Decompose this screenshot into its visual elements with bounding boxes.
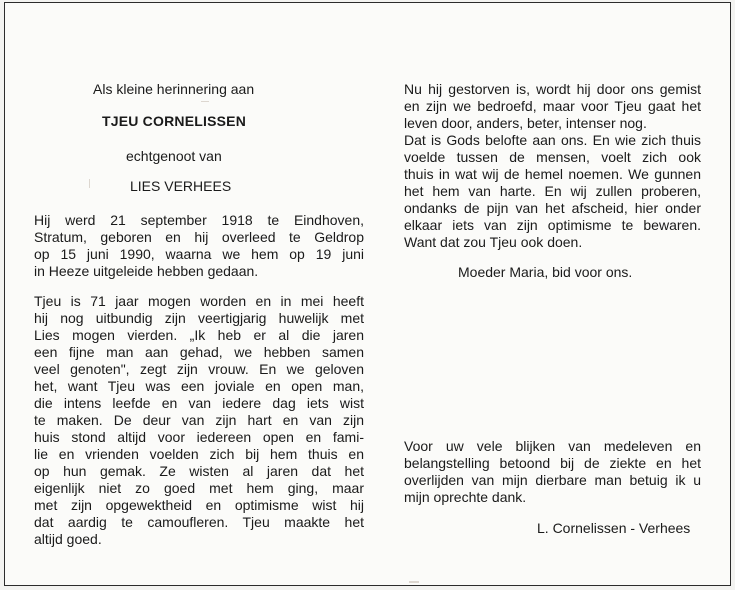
- paragraph-line: Lies mogen vierden. „Ik heb er al die jaren: [34, 327, 364, 343]
- signature: L. Cornelissen - Verhees: [537, 520, 691, 536]
- relation-text: echtgenoot van: [126, 148, 222, 164]
- paragraph-line: Hij werd 21 september 1918 te Eindhoven,: [34, 212, 364, 228]
- paragraph-line: Tjeu is 71 jaar mogen worden en in mei heeft: [34, 293, 364, 309]
- paper-speck: [201, 101, 209, 102]
- paragraph-line: veel genoten", zegt zijn vrouw. En we geloven: [34, 361, 364, 377]
- paragraph-line: met zijn opgewektheid en optimisme wist hij: [34, 497, 364, 513]
- paragraph-line: voelde tussen de mensen, voelt zich ook: [404, 149, 701, 165]
- paragraph-line: ondanks de pijn van het afscheid, hier onder: [404, 200, 701, 216]
- paragraph-line: altijd goed.: [34, 531, 102, 547]
- intro-text: Als kleine herinnering aan: [93, 81, 255, 97]
- memorial-card: [4, 2, 731, 586]
- paragraph-line: Stratum, geboren en hij overleed te Geldrop: [34, 229, 364, 245]
- paper-speck: [89, 179, 90, 188]
- paragraph-line: hij nog uitbundig zijn veertigjarig huwelijk met: [34, 310, 364, 326]
- paragraph-line: te maken. De deur van zijn hart en van zijn: [34, 412, 364, 428]
- paragraph-line: die intens leefde en van iedere dag iets wist: [34, 395, 364, 411]
- paragraph-line: Nu hij gestorven is, wordt hij door ons gemist: [404, 81, 701, 97]
- paragraph-line: Want dat zou Tjeu ook doen.: [404, 234, 583, 250]
- paragraph-line: op 15 juni 1990, waarna we hem op 19 juni: [34, 246, 364, 262]
- paragraph-line: overlijden van mijn dierbare man betuig ik u: [404, 472, 701, 488]
- paragraph-line: Dat is Gods belofte aan ons. En wie zich thuis: [404, 132, 701, 148]
- paragraph-line: elkaar iets van zijn optimisme te bewaren.: [404, 217, 701, 233]
- paper-speck: [409, 581, 419, 583]
- paragraph-line: huis stond altijd voor iedereen open en fami-: [34, 429, 364, 445]
- paragraph-line: Voor uw vele blijken van medeleven en: [404, 438, 701, 454]
- paragraph-line: leven door, anders, beter, intenser nog.: [404, 115, 647, 131]
- spouse-name: LIES VERHEES: [130, 178, 232, 194]
- paragraph-line: in Heeze uitgeleide hebben gedaan.: [34, 263, 259, 279]
- paragraph-line: eigenlijk niet zo goed met hem ging, maar: [34, 480, 364, 496]
- paragraph-line: lie en vrienden voelden zich bij hem thuis en: [34, 446, 364, 462]
- paragraph-line: en zijn we bedroefd, maar voor Tjeu gaat het: [404, 98, 701, 114]
- paragraph-line: het hem van harte. En wij zullen proberen,: [404, 183, 701, 199]
- paragraph-line: op hun gemak. Ze wisten al jaren dat het: [34, 463, 364, 479]
- deceased-name: TJEU CORNELISSEN: [102, 113, 246, 129]
- paragraph-line: het, want Tjeu was een joviale en open man,: [34, 378, 364, 394]
- paragraph-line: dat aardig te camoufleren. Tjeu maakte het: [34, 514, 364, 530]
- paragraph-line: thuis in wat wij de hemel noemen. We gunnen: [404, 166, 701, 182]
- paragraph-line: belangstelling betoond bij de ziekte en het: [404, 455, 701, 471]
- paragraph-line: mijn oprechte dank.: [404, 489, 527, 505]
- prayer-text: Moeder Maria, bid voor ons.: [458, 264, 633, 280]
- paragraph-line: een fijne man aan gehad, we hebben samen: [34, 344, 364, 360]
